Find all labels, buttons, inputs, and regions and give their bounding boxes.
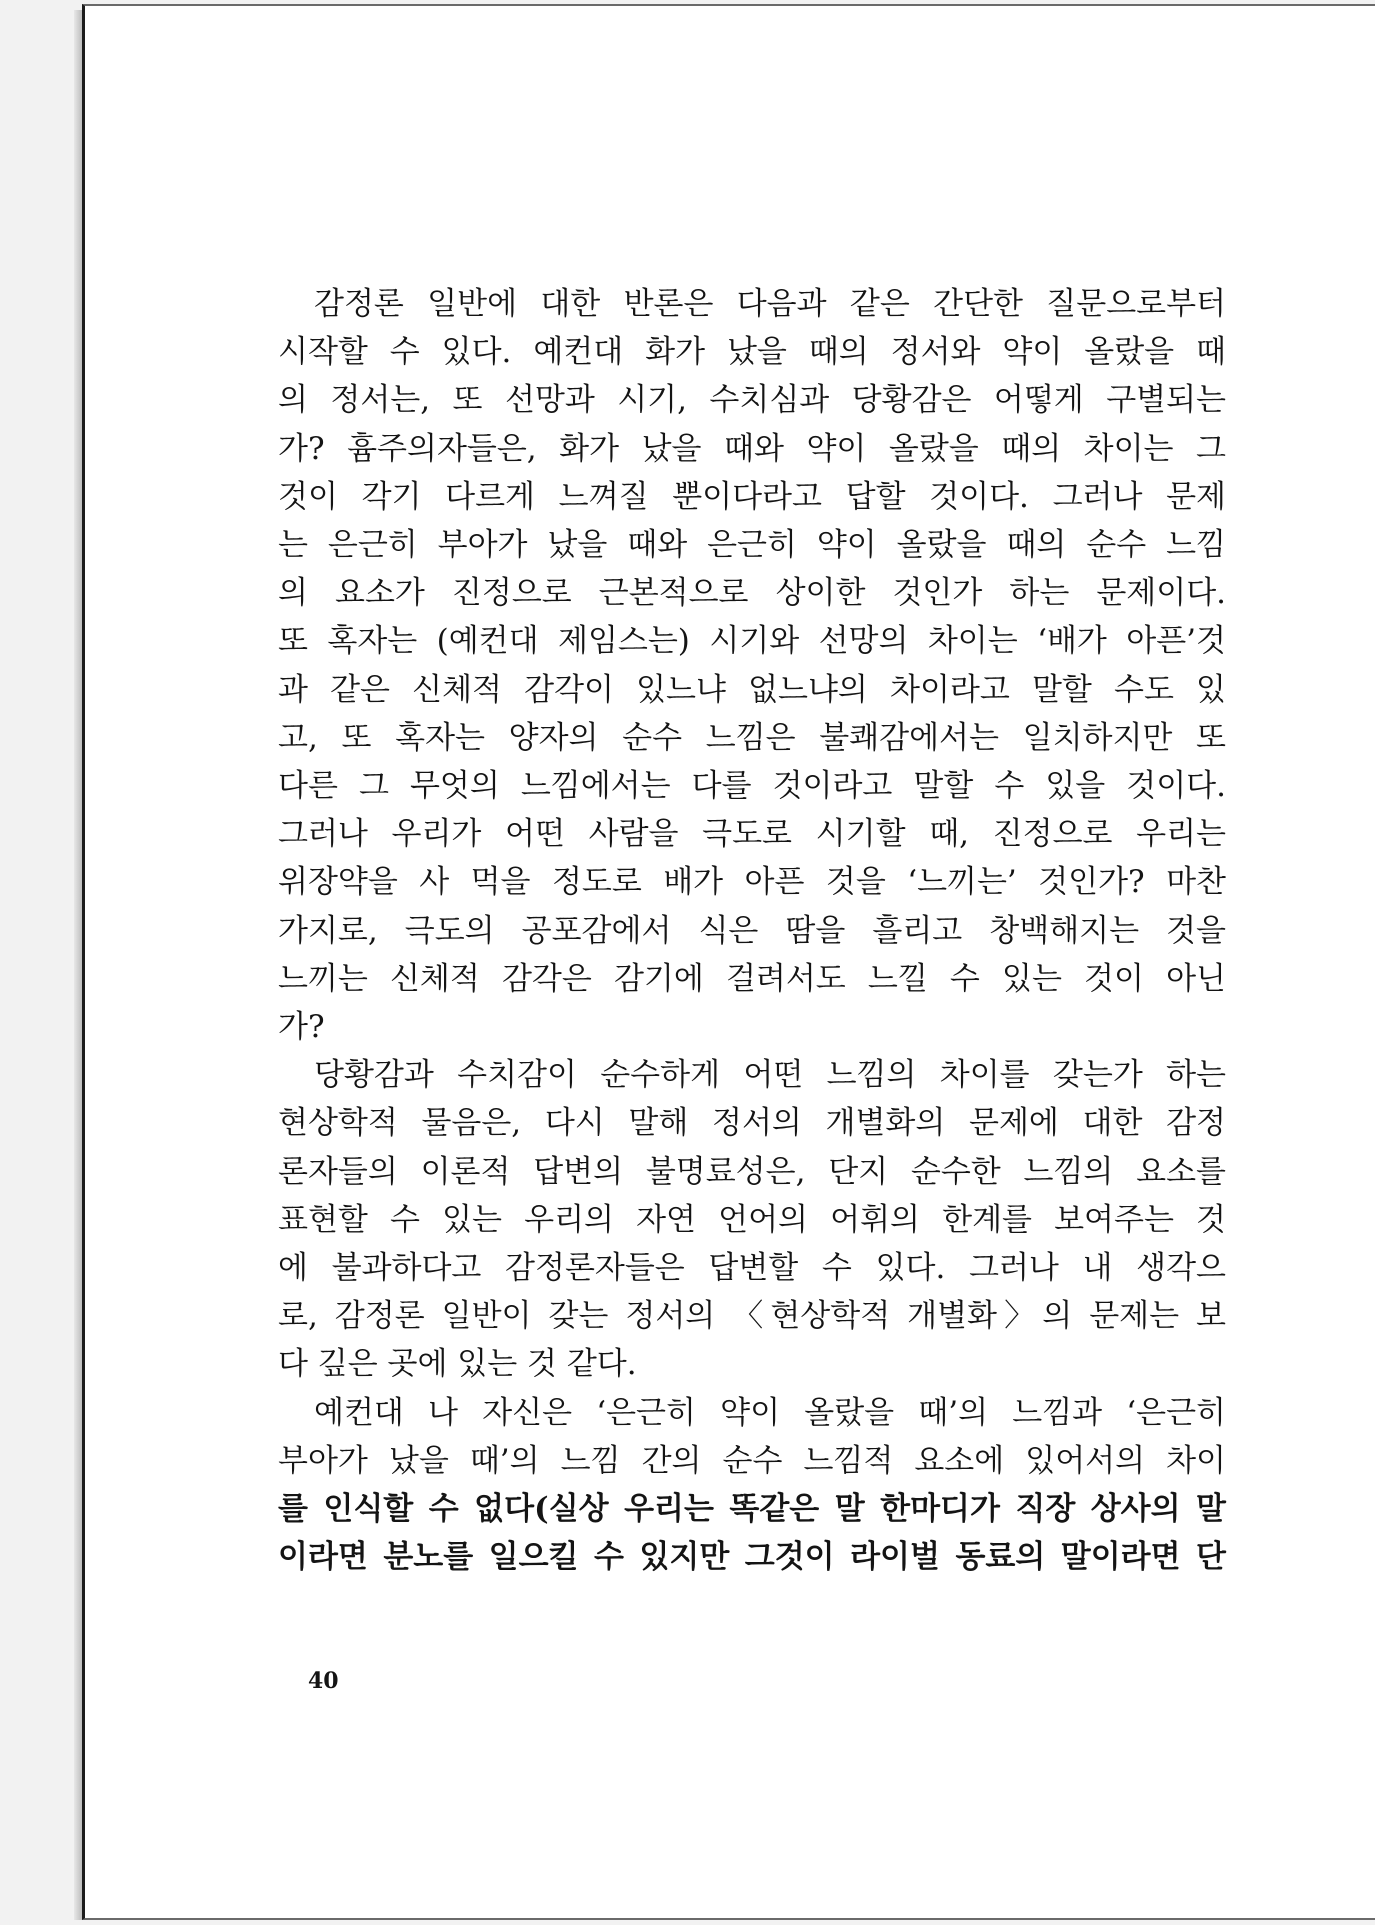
text-line-25: 부아가 났을 때’의 느낌 간의 순수 느낌적 요소에 있어서의 차이 bbox=[278, 1442, 1226, 1479]
text-line-11: 다른 그 무엇의 느낌에서는 다를 것이라고 말할 수 있을 것이다. bbox=[278, 768, 1226, 805]
text-line-22: 로, 감정론 일반이 갖는 정서의 〈현상학적 개별화〉의 문제는 보 bbox=[278, 1298, 1226, 1335]
text-line-6: 는 은근히 부아가 났을 때와 은근히 약이 올랐을 때의 순수 느낌 bbox=[278, 527, 1226, 564]
text-line-4: 가? 흄주의자들은, 화가 났을 때와 약이 올랐을 때의 차이는 그 bbox=[278, 430, 1226, 467]
text-line-20: 표현할 수 있는 우리의 자연 언어의 어휘의 한계를 보여주는 것 bbox=[278, 1201, 1226, 1238]
text-line-21: 에 불과하다고 감정론자들은 답변할 수 있다. 그러나 내 생각으 bbox=[278, 1250, 1226, 1287]
text-line-3: 의 정서는, 또 선망과 시기, 수치심과 당황감은 어떻게 구별되는 bbox=[278, 382, 1226, 419]
text-line-15: 느끼는 신체적 감각은 감기에 걸려서도 느낄 수 있는 것이 아닌 bbox=[278, 960, 1226, 997]
text-line-23: 다 깊은 곳에 있는 것 같다. bbox=[278, 1346, 637, 1383]
text-line-13: 위장약을 사 먹을 정도로 배가 아픈 것을 ‘느끼는’ 것인가? 마찬 bbox=[278, 864, 1226, 901]
page-number: 40 bbox=[308, 1668, 339, 1694]
text-line-8: 또 혹자는 (예컨대 제임스는) 시기와 선망의 차이는 ‘배가 아픈’것 bbox=[278, 623, 1226, 660]
text-line-24: 예컨대 나 자신은 ‘은근히 약이 올랐을 때’의 느낌과 ‘은근히 bbox=[314, 1394, 1226, 1431]
body-text bbox=[278, 280, 1226, 1581]
text-line-18: 현상학적 물음은, 다시 말해 정서의 개별화의 문제에 대한 감정 bbox=[278, 1105, 1226, 1142]
text-line-2: 시작할 수 있다. 예컨대 화가 났을 때의 정서와 약이 올랐을 때 bbox=[278, 334, 1226, 371]
text-line-1: 감정론 일반에 대한 반론은 다음과 같은 간단한 질문으로부터 bbox=[314, 286, 1226, 322]
text-line-10: 고, 또 혹자는 양자의 순수 느낌은 불쾌감에서는 일치하지만 또 bbox=[278, 719, 1226, 756]
text-line-5: 것이 각기 다르게 느껴질 뿐이다라고 답할 것이다. 그러나 문제 bbox=[278, 478, 1226, 515]
book-spine-shadow bbox=[74, 10, 82, 1920]
text-line-17: 당황감과 수치감이 순수하게 어떤 느낌의 차이를 갖는가 하는 bbox=[314, 1057, 1226, 1094]
text-line-14: 가지로, 극도의 공포감에서 식은 땀을 흘리고 창백해지는 것을 bbox=[278, 912, 1226, 949]
text-line-7: 의 요소가 진정으로 근본적으로 상이한 것인가 하는 문제이다. bbox=[278, 575, 1226, 612]
text-line-26: 를 인식할 수 없다(실상 우리는 똑같은 말 한마디가 직장 상사의 말 bbox=[278, 1491, 1226, 1528]
text-line-12: 그러나 우리가 어떤 사람을 극도로 시기할 때, 진정으로 우리는 bbox=[278, 816, 1226, 853]
text-line-9: 과 같은 신체적 감각이 있느냐 없느냐의 차이라고 말할 수도 있 bbox=[278, 671, 1226, 708]
text-line-27: 이라면 분노를 일으킬 수 있지만 그것이 라이벌 동료의 말이라면 단 bbox=[278, 1539, 1226, 1576]
text-line-19: 론자들의 이론적 답변의 불명료성은, 단지 순수한 느낌의 요소를 bbox=[278, 1153, 1226, 1190]
text-line-16: 가? bbox=[278, 1009, 325, 1046]
